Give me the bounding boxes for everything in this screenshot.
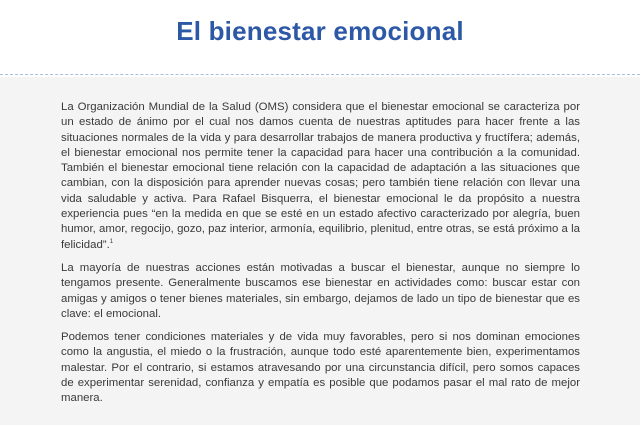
content-panel — [0, 77, 640, 425]
header — [0, 0, 640, 76]
paragraph-oms — [61, 100, 580, 253]
body-text — [61, 100, 580, 415]
dashed-divider — [0, 74, 640, 75]
paragraph-acciones: La mayoría de nuestras acciones están motivadas a buscar el bienestar, aunque no siempre lo tengamos presente. Generalmente buscamos ese bienestar en actividades como: buscar estar con amigas y amigos o tener bienes materiales, sin embargo, dejamos de lado un tipo de bienestar que es clave: el emocional. — [61, 261, 580, 320]
paragraph-condiciones: Podemos tener condiciones materiales y de vida muy favorables, pero si nos dominan emociones como la angustia, el miedo o la frustración, aunque todo esté aparentemente bien, experimentamos malestar. Por el contrario, si estamos atravesando por una circunstancia difícil, pero somos capaces de experimentar serenidad, confianza y empatía es posible que podamos pasar el mal rato de mejor manera. — [61, 331, 580, 405]
footnote-marker: 1 — [109, 238, 114, 245]
paragraph-oms-text: La Organización Mundial de la Salud (OMS) considera que el bienestar emocional se caracteriza por un estado de ánimo por el cual nos damos cuenta de nuestras aptitudes para hacer frente a las situaciones normales de la vida y para desarrollar trabajos de manera productiva y fructífera; además, el bienestar emocional nos permite tener la capacidad para hacer una contribución a la comunidad. También el bienestar emocional tiene relación con la capacidad de adaptación a las situaciones que cambian, con la disposición para aprender nuevas cosas; pero también tiene relación con llevar una vida saludable y activa. Para Rafael Bisquerra, el bienestar emocional le da propósito a nuestra experiencia pues “en la medida en que se esté en un estado afectivo caracterizado por alegría, buen humor, amor, regocijo, gozo, paz interior, armonía, equilibrio, plenitud, entre otras, se está próximo a la felicidad”. — [61, 101, 580, 251]
page-title: El bienestar emocional — [176, 16, 464, 46]
